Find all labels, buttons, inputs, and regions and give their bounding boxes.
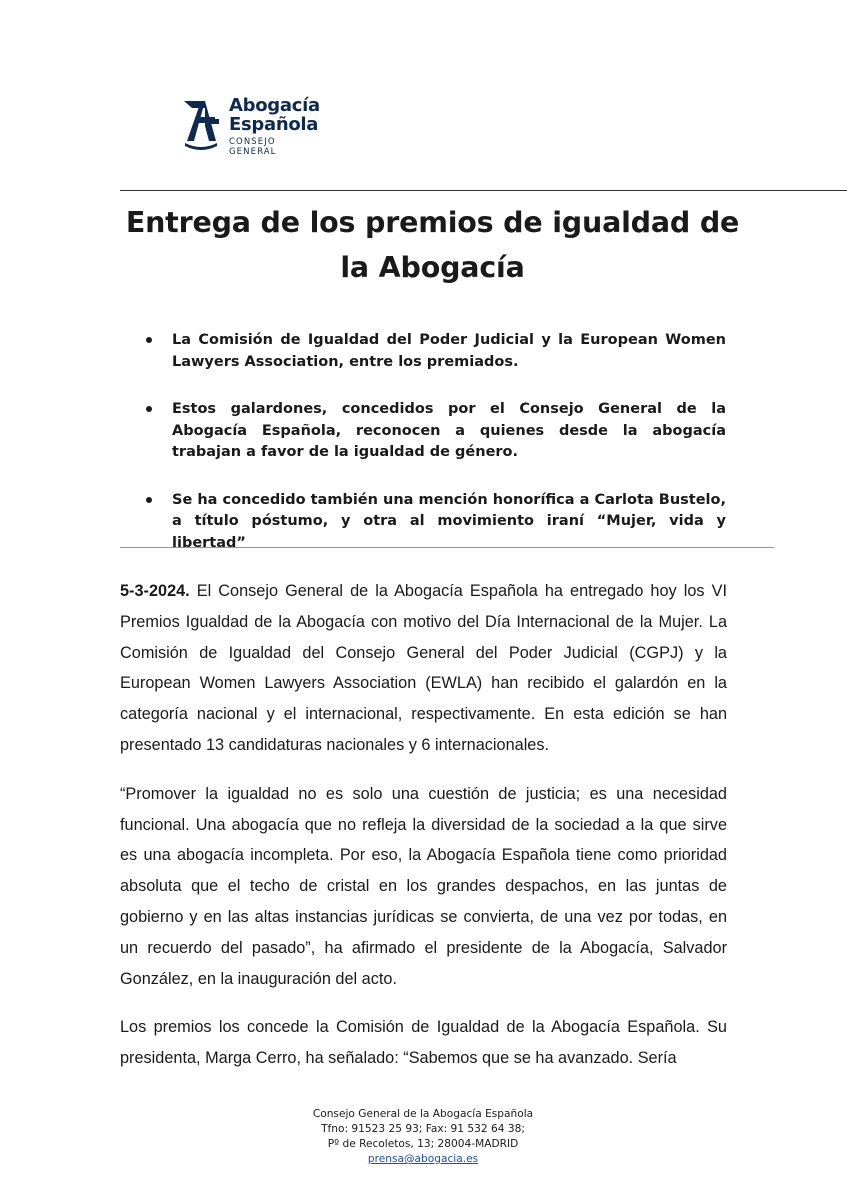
bullet-item — [146, 490, 726, 555]
organization-logo — [181, 96, 321, 156]
bullet-text: Se ha concedido también una mención honorífica a Carlota Bustelo, a título póstumo, y otra al movimiento iraní “Mujer, vida y libertad” — [172, 491, 726, 551]
bullet-text: La Comisión de Igualdad del Poder Judicial y la European Women Lawyers Association, entre los premiados. — [172, 332, 726, 370]
paragraph-2: “Promover la igualdad no es solo una cuestión de justicia; es una necesidad funcional. Una abogacía que no refleja la diversidad de la sociedad a la que sirve es una abogacía incompleta. Por eso, la Abogacía Española tiene como prioridad absoluta que el techo de cristal en los grandes despachos, en las juntas de gobierno y en las altas instancias jurídicas se convierta, de una vez por todas, en un recuerdo del pasado”, ha afirmado el presidente de la Abogacía, Salvador González, en la inauguración del acto. — [120, 784, 727, 988]
page-footer — [270, 1107, 576, 1167]
publication-date: 5-3-2024. — [120, 582, 190, 600]
logo-line-2: Española — [229, 114, 319, 135]
headline: Entrega de los premios de igualdad de la Abogacía — [125, 206, 740, 284]
bullet-dot-icon — [146, 406, 152, 412]
bullet-dot-icon — [146, 497, 152, 503]
footer-address: Pº de Recoletos, 13; 28004-MADRID — [327, 1138, 519, 1150]
paragraph-1 — [120, 576, 727, 761]
article-body — [120, 576, 727, 1092]
bullet-text: Estos galardones, concedidos por el Consejo General de la Abogacía Española, reconocen a quienes desde la abogacía trabajan a favor de la igualdad de género. — [172, 401, 726, 460]
bullet-item — [146, 330, 726, 373]
abogacia-logo-icon — [181, 99, 221, 151]
section-divider — [120, 547, 774, 548]
header-divider — [120, 190, 847, 191]
footer-phone: Tfno: 91523 25 93; Fax: 91 532 64 38; — [321, 1123, 525, 1135]
footer-organization: Consejo General de la Abogacía Española — [312, 1108, 534, 1120]
paragraph-1-text: El Consejo General de la Abogacía Española ha entregado hoy los VI Premios Igualdad de la Abogacía con motivo del Día Internacional de la Mujer. La Comisión de Igualdad del Consejo General del Poder Judicial (CGPJ) y la European Women Lawyers Association (EWLA) han recibido el galardón en la categoría nacional y el internacional, respectivamente. En esta edición se han presentado 13 candidaturas nacionales y 6 internacionales. — [120, 582, 727, 754]
bullet-dot-icon — [146, 337, 152, 343]
logo-wordmark — [229, 96, 321, 157]
paragraph-3: Los premios los concede la Comisión de Igualdad de la Abogacía Española. Su presidenta, Marga Cerro, ha señalado: “Sabemos que se ha avanzado. Sería — [120, 1018, 727, 1068]
footer-email-link[interactable]: prensa@abogacia.es — [367, 1153, 479, 1165]
bullet-item — [146, 399, 726, 464]
logo-line-1: Abogacía — [229, 95, 320, 116]
logo-line-3: CONSEJO GENERAL — [229, 137, 277, 157]
summary-bullets — [146, 330, 726, 580]
